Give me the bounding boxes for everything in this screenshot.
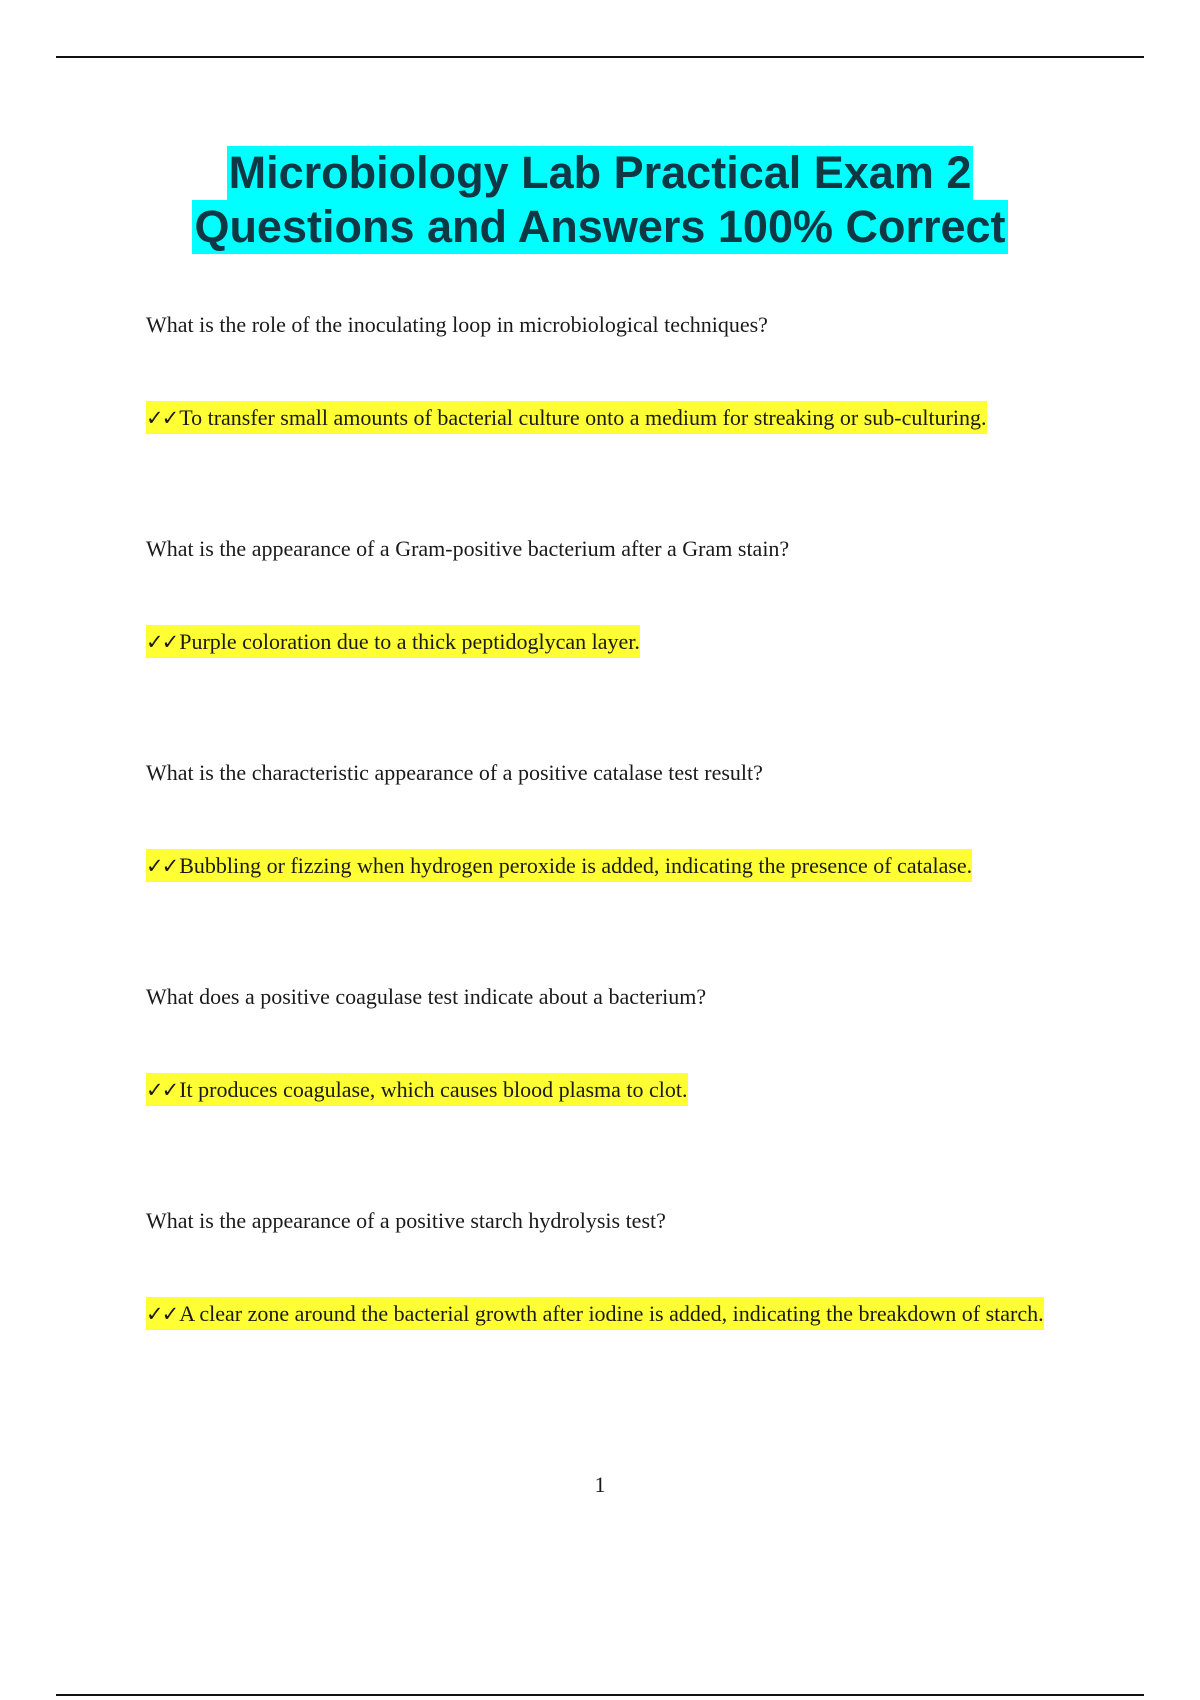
check-icon: ✓✓: [146, 1302, 178, 1326]
question-3: What is the characteristic appearance of a positive catalase test result?: [146, 760, 763, 785]
answer-2-text: Purple coloration due to a thick peptidoglycan layer.: [179, 629, 640, 654]
title-line-2: Questions and Answers 100% Correct: [194, 201, 1006, 252]
answer-1-text: To transfer small amounts of bacterial culture onto a medium for streaking or sub-culturing.: [179, 405, 987, 430]
answer-5-highlight: [146, 1297, 1044, 1330]
question-4: What does a positive coagulase test indicate about a bacterium?: [146, 984, 707, 1009]
answer-2: [146, 611, 1086, 673]
qa-item-1: [146, 311, 1086, 449]
check-icon: ✓✓: [146, 406, 178, 430]
answer-5: [146, 1283, 1086, 1345]
title-line-1: Microbiology Lab Practical Exam 2: [228, 147, 972, 198]
qa-item-4: [146, 983, 1086, 1121]
check-icon: ✓✓: [146, 854, 178, 878]
answer-4: [146, 1059, 1086, 1121]
bottom-rule: [56, 1694, 1144, 1696]
question-5: What is the appearance of a positive starch hydrolysis test?: [146, 1208, 666, 1233]
question-1: What is the role of the inoculating loop in microbiological techniques?: [146, 312, 768, 337]
question-2: What is the appearance of a Gram-positive bacterium after a Gram stain?: [146, 536, 790, 561]
check-icon: ✓✓: [146, 630, 178, 654]
answer-3-text: Bubbling or fizzing when hydrogen peroxide is added, indicating the presence of catalase.: [179, 853, 973, 878]
page-number: 1: [594, 1472, 606, 1497]
answer-1-highlight: [146, 401, 987, 434]
qa-item-2: [146, 535, 1086, 673]
answer-2-highlight: [146, 625, 640, 658]
check-icon: ✓✓: [146, 1078, 178, 1102]
top-rule: [56, 56, 1144, 58]
qa-item-5: [146, 1207, 1086, 1345]
answer-3: [146, 835, 1086, 897]
document-title: [56, 146, 1144, 254]
answer-3-highlight: [146, 849, 972, 882]
answer-1: [146, 387, 1086, 449]
answer-5-text: A clear zone around the bacterial growth after iodine is added, indicating the breakdown of starch.: [179, 1301, 1044, 1326]
answer-4-text: It produces coagulase, which causes blood plasma to clot.: [179, 1077, 688, 1102]
qa-item-3: [146, 759, 1086, 897]
answer-4-highlight: [146, 1073, 688, 1106]
